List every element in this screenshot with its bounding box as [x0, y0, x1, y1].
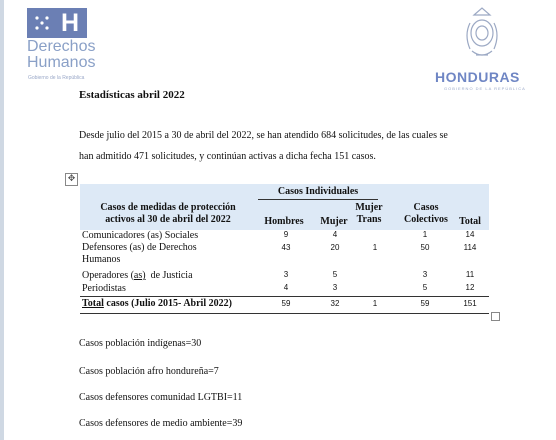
total-hombres: 59: [281, 299, 291, 308]
cell-colectivos: 5: [422, 283, 428, 292]
derechos-humanos-logo: [27, 8, 137, 81]
intro-paragraph: Desde julio del 2015 a 30 de abril del 2022, se han atendido 684 solicitudes, de las cuales se han admitido 471 solicitudes, y continúan activas a dicha fecha 151 casos.: [79, 130, 448, 162]
logo-h-mark: H: [61, 9, 80, 37]
table-move-handle-icon[interactable]: ✥: [65, 173, 78, 186]
row-label: Defensores (as) de Derechos Humanos: [82, 242, 197, 265]
logo-title: Derechos Humanos: [27, 38, 96, 71]
group-header-individual: Casos Individuales: [277, 186, 359, 197]
header-col-colectivos: Casos Colectivos: [404, 202, 448, 225]
total-trans: 1: [372, 299, 378, 308]
row-label: Periodistas: [82, 283, 126, 294]
stat-line: Casos defensores comunidad LGTBI=11: [79, 392, 243, 403]
cell-colectivos: 50: [420, 243, 430, 252]
cell-trans: 1: [372, 243, 378, 252]
header-col-description: Casos de medidas de protección activos al 30 de abril del 2022: [100, 202, 236, 225]
stat-line: Casos población indígenas=30: [79, 338, 202, 349]
honduras-logo: [432, 5, 532, 90]
stat-line: Casos defensores de medio ambiente=39: [79, 418, 243, 429]
coat-of-arms-icon: [462, 5, 502, 63]
logo-badge: [27, 8, 87, 38]
cell-total: 114: [463, 243, 477, 252]
cell-total: 11: [465, 270, 475, 279]
total-mujer: 32: [330, 299, 340, 308]
cell-hombres: 4: [283, 283, 289, 292]
logo-subtitle: Gobierno de la República: [28, 75, 85, 81]
group-header-rule: [258, 199, 378, 200]
cell-total: 12: [465, 283, 475, 292]
cell-hombres: 9: [283, 230, 289, 239]
cell-colectivos: 3: [422, 270, 428, 279]
honduras-wordmark: HONDURAS: [435, 69, 520, 85]
cell-mujer: 20: [330, 243, 340, 252]
header-col-mujer: Mujer: [320, 216, 348, 227]
header-col-mujer-trans: Mujer Trans: [355, 202, 383, 225]
cell-hombres: 3: [283, 270, 289, 279]
protection-cases-table: [80, 184, 489, 314]
page-margin-bar: [0, 0, 4, 440]
header-col-hombres: Hombres: [264, 216, 304, 227]
total-colectivos: 59: [420, 299, 430, 308]
cell-mujer: 3: [332, 283, 338, 292]
row-label: Comunicadores (as) Sociales: [82, 230, 199, 241]
cell-total: 14: [465, 230, 475, 239]
document-heading: Estadísticas abril 2022: [79, 89, 185, 101]
total-total: 151: [463, 299, 477, 308]
cell-mujer: 5: [332, 270, 338, 279]
cell-mujer: 4: [332, 230, 338, 239]
row-label: Operadores (as) de Justicia: [82, 270, 193, 281]
star-dots-icon: [33, 14, 51, 32]
header-col-total: Total: [459, 216, 481, 227]
table-resize-handle[interactable]: [491, 312, 500, 321]
cell-hombres: 43: [281, 243, 291, 252]
stat-line: Casos población afro hondureña=7: [79, 366, 219, 377]
total-row-label: Total casos (Julio 2015- Abril 2022): [82, 298, 232, 309]
cell-colectivos: 1: [422, 230, 428, 239]
honduras-subtitle: GOBIERNO DE LA REPÚBLICA: [444, 86, 526, 91]
